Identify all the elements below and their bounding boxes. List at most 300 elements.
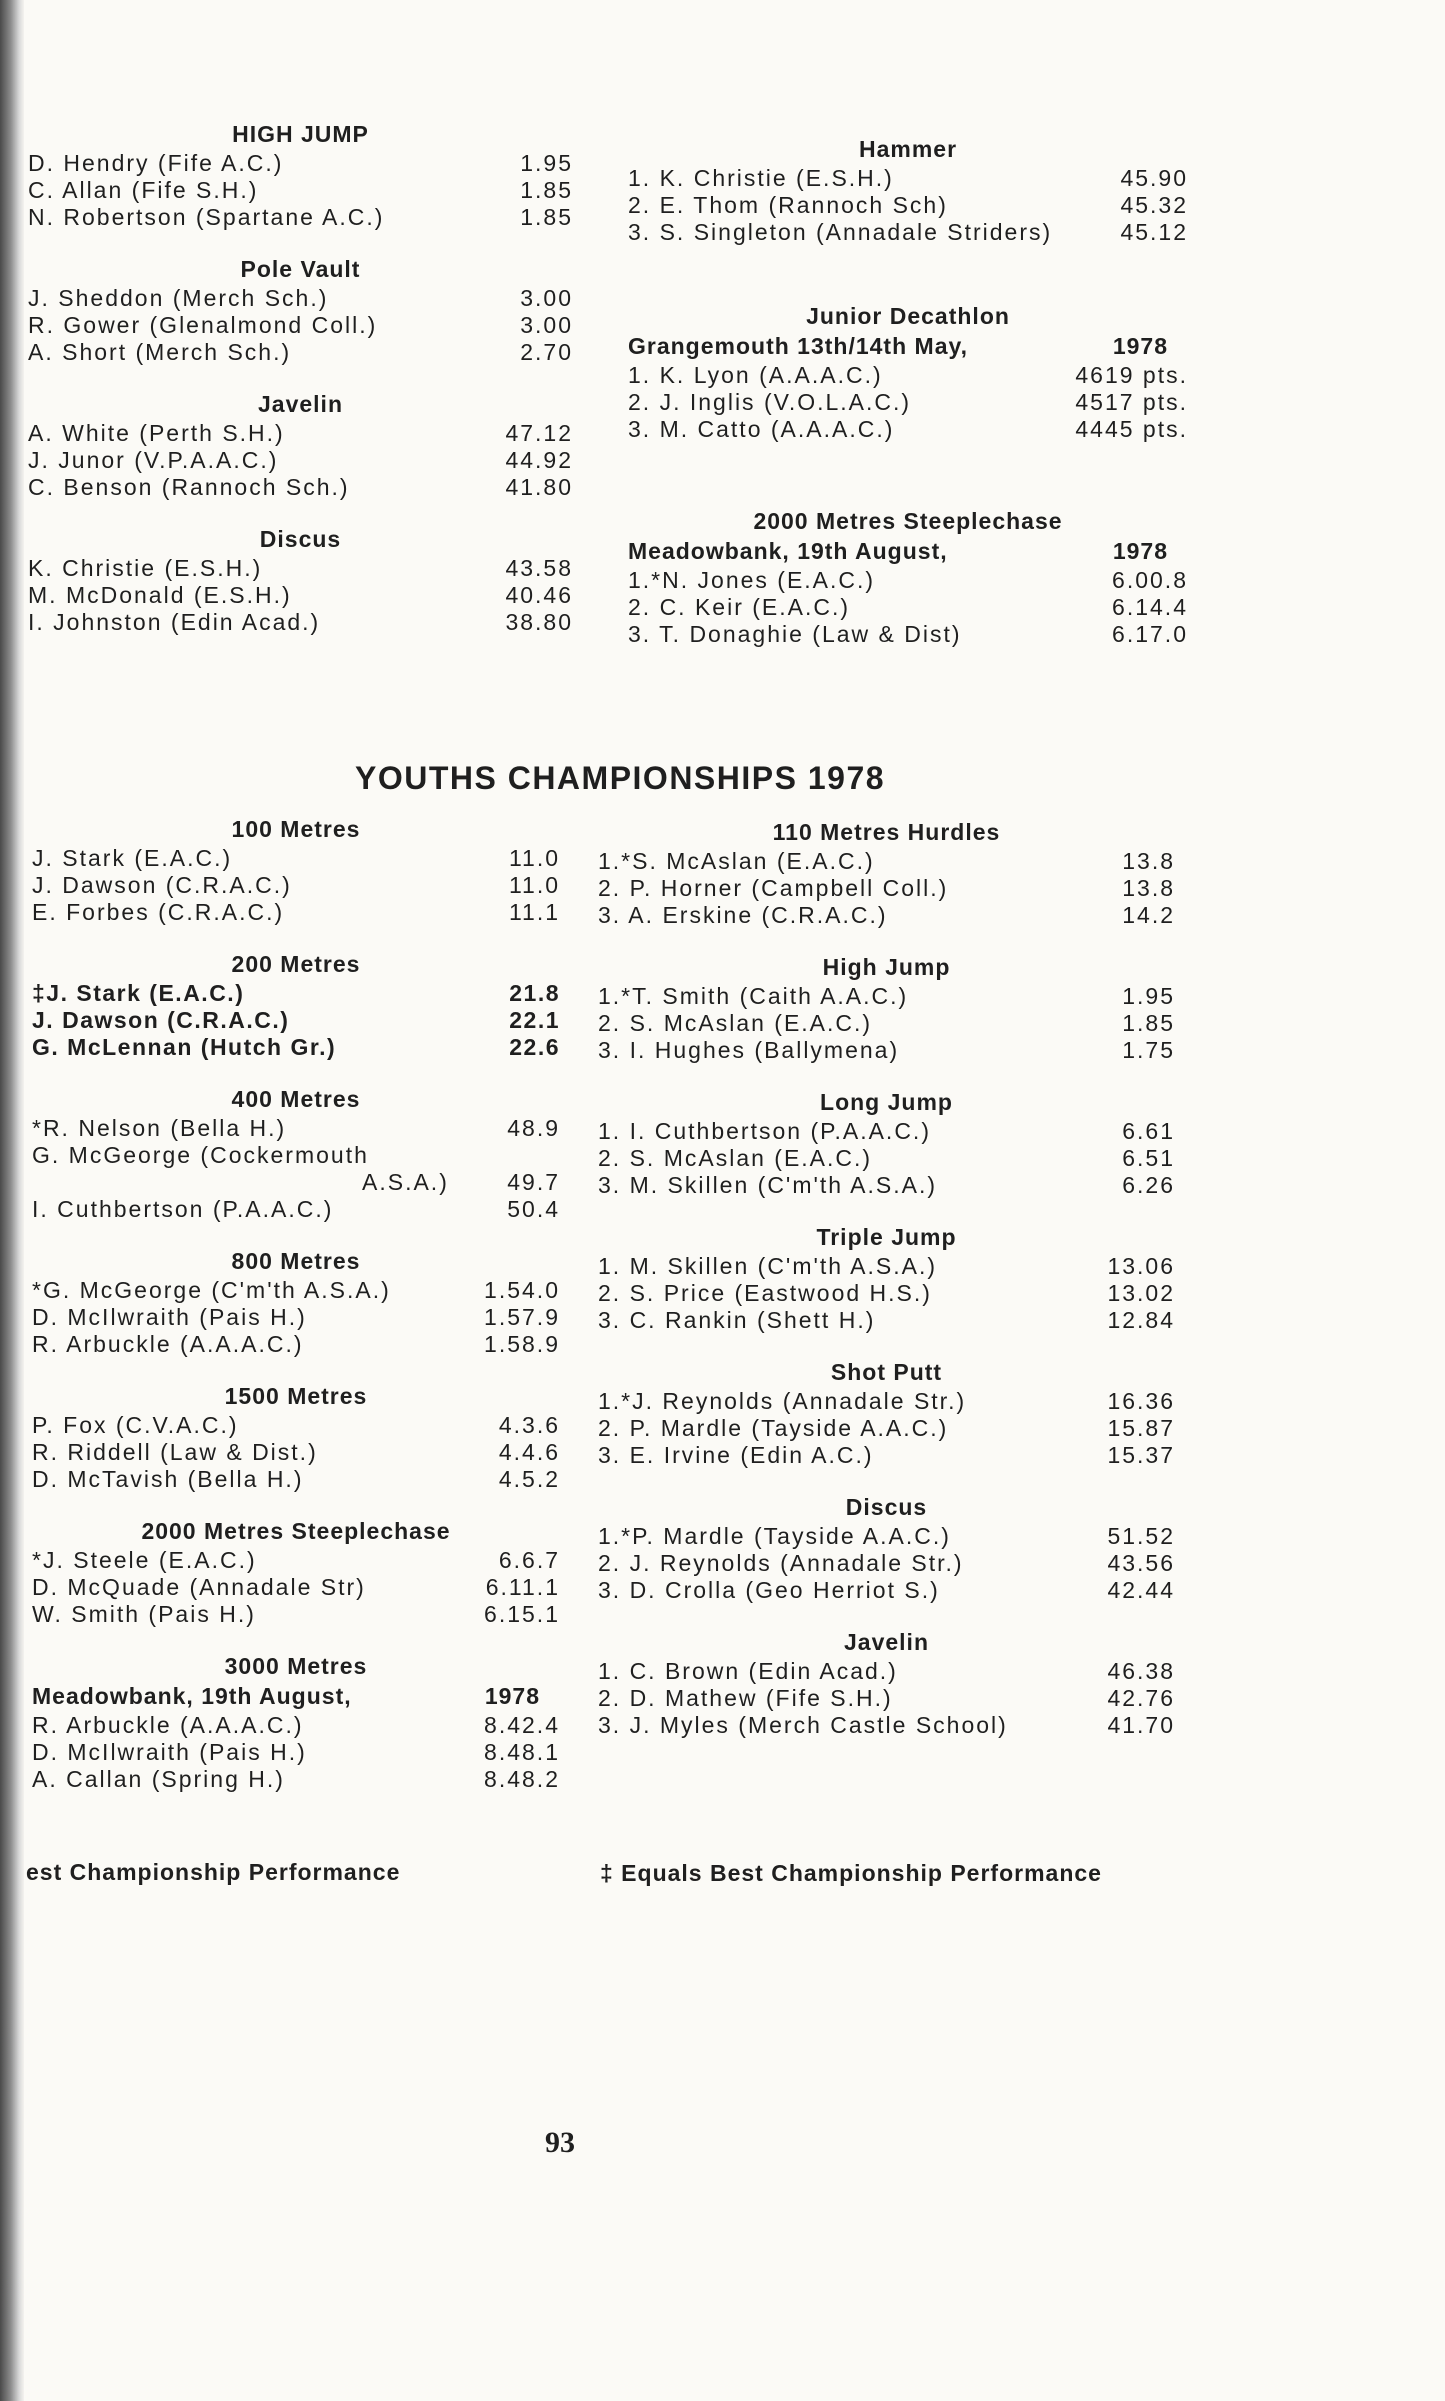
athlete-name-club: Cuthbertson (P.A.A.C.) <box>57 1196 334 1222</box>
athlete-entry <box>598 1685 893 1712</box>
athlete-name-club: Mardle (Tayside A.A.C.) <box>663 1523 951 1549</box>
result-row <box>32 1466 560 1493</box>
result-mark: 1.54.0 <box>484 1277 560 1303</box>
athlete-name-club: Smith (Caith A.A.C.) <box>662 983 909 1009</box>
athlete-entry <box>598 1550 964 1577</box>
event-venue-date <box>32 1682 560 1710</box>
venue-date-text: Meadowbank, 19th August, <box>628 538 948 564</box>
result-row <box>598 1307 1175 1334</box>
athlete-entry <box>598 983 908 1010</box>
placing: 3. C. <box>598 1307 657 1333</box>
result-row <box>32 1115 560 1142</box>
athlete-name-club: Arbuckle (A.A.A.C.) <box>66 1712 304 1738</box>
athlete-entry <box>28 420 285 447</box>
placing: R. <box>32 1331 59 1357</box>
athlete-entry <box>32 845 232 872</box>
result-mark: 13.02 <box>1107 1280 1175 1306</box>
athlete-entry <box>628 389 911 416</box>
event-venue-date <box>628 332 1188 360</box>
section-title: YOUTHS CHAMPIONSHIPS 1978 <box>354 760 886 796</box>
placing: 2. S. <box>598 1280 656 1306</box>
athlete-entry <box>32 1142 369 1169</box>
event-block <box>598 1358 1175 1469</box>
event-title: 110 Metres Hurdles <box>772 819 1001 845</box>
result-row <box>628 567 1188 594</box>
event-title: High Jump <box>822 954 951 980</box>
athlete-name-club: Smith (Pais H.) <box>71 1601 256 1627</box>
placing: ‡J. <box>32 980 69 1006</box>
athlete-name-club: Jones (E.A.C.) <box>697 567 876 593</box>
athlete-name-club: Riddell (Law & Dist.) <box>67 1439 318 1465</box>
athlete-name-club: McAslan (E.A.C.) <box>663 1145 873 1171</box>
event-block <box>32 1652 560 1793</box>
result-mark: 11.0 <box>508 845 560 871</box>
placing: A. <box>28 420 54 446</box>
result-mark: 22.1 <box>509 1007 560 1033</box>
placing: J. <box>32 1007 55 1033</box>
result-mark: 11.0 <box>508 872 560 898</box>
result-mark: 11.1 <box>508 899 560 925</box>
athlete-entry <box>32 1304 307 1331</box>
athlete-entry <box>28 312 377 339</box>
athlete-entry <box>598 1280 932 1307</box>
result-row <box>28 609 573 636</box>
placing: A. <box>28 339 54 365</box>
placing: 1.*T. <box>598 983 655 1009</box>
athlete-entry <box>628 165 894 192</box>
result-row <box>628 362 1188 389</box>
event-title: Discus <box>259 526 342 552</box>
result-row <box>32 1601 560 1628</box>
athlete-name-club: Rankin (Shett H.) <box>664 1307 876 1333</box>
athlete-entry <box>628 416 894 443</box>
result-mark: 13.8 <box>1122 875 1175 901</box>
event-block <box>598 953 1175 1064</box>
athlete-name-club: Horner (Campbell Coll.) <box>660 875 949 901</box>
result-mark: 3.00 <box>520 285 573 311</box>
event-block <box>28 525 573 636</box>
result-mark: 4517 pts. <box>1075 389 1188 415</box>
event-block <box>32 950 560 1061</box>
athlete-name-club: Junor (V.P.A.A.C.) <box>58 447 279 473</box>
placing: 3. M. <box>628 416 690 442</box>
placing: *G. <box>32 1277 72 1303</box>
athlete-entry <box>598 1307 875 1334</box>
result-mark: 1.85 <box>520 204 573 230</box>
athlete-entry <box>598 875 948 902</box>
placing: E. <box>32 899 58 925</box>
athlete-entry <box>32 1574 366 1601</box>
athlete-entry <box>28 582 292 609</box>
placing: G. <box>32 1142 61 1168</box>
athlete-entry <box>32 1466 304 1493</box>
event-title: Discus <box>845 1494 928 1520</box>
athlete-name-club: Benson (Rannoch Sch.) <box>63 474 350 500</box>
top-right-events <box>628 135 1188 672</box>
event-block <box>598 1493 1175 1604</box>
result-mark: 4.5.2 <box>498 1466 560 1492</box>
result-mark: 6.51 <box>1122 1145 1175 1171</box>
bottom-left-events <box>32 815 560 1817</box>
event-title: Hammer <box>858 136 958 162</box>
athlete-name-club: Price (Eastwood H.S.) <box>663 1280 932 1306</box>
top-left-events <box>28 120 573 660</box>
event-block <box>28 255 573 366</box>
result-row <box>28 285 573 312</box>
result-mark: 6.61 <box>1122 1118 1175 1144</box>
athlete-entry <box>598 1010 872 1037</box>
result-row <box>598 1118 1175 1145</box>
result-mark: 15.37 <box>1107 1442 1175 1468</box>
placing: I. <box>32 1196 49 1222</box>
result-mark: 15.87 <box>1107 1415 1175 1441</box>
event-title: Junior Decathlon <box>806 303 1010 329</box>
placing: 1.*S. <box>598 848 658 874</box>
result-row <box>628 621 1188 648</box>
result-row <box>28 582 573 609</box>
event-title: 800 Metres <box>231 1248 361 1274</box>
athlete-name-club: Keir (E.A.C.) <box>694 594 851 620</box>
event-block <box>628 507 1188 648</box>
athlete-name-club: Irvine (Edin A.C.) <box>663 1442 874 1468</box>
placing: 2. S. <box>598 1145 656 1171</box>
athlete-name-club: McQuade (Annadale Str) <box>67 1574 366 1600</box>
athlete-name-club: McDonald (E.S.H.) <box>65 582 292 608</box>
placing: 3. I. <box>598 1037 647 1063</box>
page-number: 93 <box>545 2126 575 2159</box>
placing: 3. J. <box>598 1712 652 1738</box>
athlete-name-club: McIlwraith (Pais H.) <box>67 1739 307 1765</box>
placing: D. <box>32 1466 59 1492</box>
athlete-name-club: Donaghie (Law & Dist) <box>689 621 962 647</box>
result-mark: 22.6 <box>509 1034 560 1060</box>
athlete-name-club: McGeorge (C'm'th A.S.A.) <box>79 1277 391 1303</box>
athlete-name-club: Robertson (Spartane A.C.) <box>63 204 385 230</box>
athlete-name-club: Allan (Fife S.H.) <box>62 177 259 203</box>
athlete-entry <box>598 1253 937 1280</box>
result-row <box>598 1145 1175 1172</box>
result-mark: 40.46 <box>505 582 573 608</box>
placing: P. <box>32 1412 55 1438</box>
event-title: Javelin <box>258 391 343 417</box>
athlete-entry <box>598 1388 966 1415</box>
event-title: Shot Putt <box>830 1359 943 1385</box>
athlete-entry <box>628 621 962 648</box>
athlete-name-club: Sheddon (Merch Sch.) <box>58 285 329 311</box>
athlete-name-club: Mathew (Fife S.H.) <box>664 1685 893 1711</box>
placing: 3. A. <box>598 902 655 928</box>
athlete-name-club: McTavish (Bella H.) <box>67 1466 304 1492</box>
result-row <box>32 1304 560 1331</box>
result-mark: 13.06 <box>1107 1253 1175 1279</box>
result-row <box>598 983 1175 1010</box>
event-title: Javelin <box>844 1629 929 1655</box>
result-mark: 1.58.9 <box>484 1331 560 1357</box>
result-row <box>598 1253 1175 1280</box>
athlete-name-club: Brown (Edin Acad.) <box>664 1658 898 1684</box>
result-row <box>32 1169 560 1196</box>
result-row <box>628 594 1188 621</box>
event-title: 400 Metres <box>231 1086 361 1112</box>
footnote-right: ‡ Equals Best Championship Performance <box>600 1860 1102 1886</box>
athlete-name-club: Nelson (Bella H.) <box>78 1115 287 1141</box>
athlete-name-club: Inglis (V.O.L.A.C.) <box>689 389 912 415</box>
placing: W. <box>32 1601 63 1627</box>
result-row <box>628 219 1188 246</box>
athlete-name-club: Dawson (C.R.A.C.) <box>62 1007 290 1033</box>
placing: C. <box>28 474 55 500</box>
athlete-entry <box>32 1277 391 1304</box>
athlete-name-club: McGeorge (Cockermouth <box>68 1142 369 1168</box>
event-block <box>598 1223 1175 1334</box>
athlete-entry <box>32 1739 307 1766</box>
athlete-entry <box>32 1007 289 1034</box>
footnote-left: est Championship Performance <box>26 1859 401 1885</box>
athlete-name-club: McIlwraith (Pais H.) <box>67 1304 307 1330</box>
result-row <box>628 192 1188 219</box>
result-mark: 8.42.4 <box>484 1712 560 1738</box>
venue-date-year: 1978 <box>484 1683 540 1709</box>
result-mark: 45.12 <box>1120 219 1188 245</box>
event-title: 2000 Metres Steeplechase <box>141 1518 451 1544</box>
athlete-entry <box>28 285 328 312</box>
event-title: 3000 Metres <box>224 1653 368 1679</box>
result-mark: 6.26 <box>1122 1172 1175 1198</box>
result-row <box>32 1739 560 1766</box>
result-mark: 1.95 <box>520 150 573 176</box>
athlete-name-club: Skillen (C'm'th A.S.A.) <box>667 1253 938 1279</box>
result-row <box>32 899 560 926</box>
result-mark: 50.4 <box>507 1196 560 1222</box>
event-block <box>32 1247 560 1358</box>
result-mark: 14.2 <box>1122 902 1175 928</box>
result-mark: 44.92 <box>505 447 573 473</box>
event-block <box>32 815 560 926</box>
venue-date-text: Grangemouth 13th/14th May, <box>628 333 968 359</box>
result-mark: 1.85 <box>1122 1010 1175 1036</box>
result-row <box>598 848 1175 875</box>
event-title: Triple Jump <box>816 1224 957 1250</box>
result-row <box>598 1010 1175 1037</box>
athlete-entry <box>32 1547 257 1574</box>
athlete-entry <box>598 1118 931 1145</box>
athlete-entry <box>28 177 258 204</box>
placing: 2. P. <box>598 1415 653 1441</box>
result-mark: 51.52 <box>1107 1523 1175 1549</box>
event-title: Long Jump <box>820 1089 953 1115</box>
placing: D. <box>28 150 55 176</box>
result-row <box>32 872 560 899</box>
athlete-entry <box>598 1415 948 1442</box>
result-row <box>32 1034 560 1061</box>
placing: 2. P. <box>598 875 653 901</box>
athlete-name-club: Mardle (Tayside A.A.C.) <box>660 1415 949 1441</box>
athlete-name-club: Thom (Rannoch Sch) <box>693 192 948 218</box>
athlete-name-club: Erskine (C.R.A.C.) <box>662 902 888 928</box>
book-binding-shadow <box>0 0 24 2401</box>
result-row <box>598 1442 1175 1469</box>
placing: N. <box>28 204 55 230</box>
athlete-entry <box>28 555 262 582</box>
athlete-name-club: Skillen (C'm'th A.S.A.) <box>667 1172 938 1198</box>
result-mark: 1.57.9 <box>484 1304 560 1330</box>
result-row <box>28 204 573 231</box>
result-row <box>598 1280 1175 1307</box>
athlete-entry <box>628 192 948 219</box>
venue-date-year: 1978 <box>1112 333 1168 359</box>
athlete-entry <box>32 1196 333 1223</box>
athlete-entry <box>28 339 291 366</box>
athlete-entry <box>598 1712 1008 1739</box>
athlete-name-club: Christie (E.S.H.) <box>693 165 894 191</box>
placing: D. <box>32 1739 59 1765</box>
athlete-entry <box>598 1577 940 1604</box>
result-row <box>598 1658 1175 1685</box>
placing: 1. M. <box>598 1253 660 1279</box>
result-row <box>32 1007 560 1034</box>
athlete-entry <box>28 150 283 177</box>
placing: 1. K. <box>628 165 686 191</box>
athlete-entry <box>628 567 875 594</box>
result-mark: 21.8 <box>509 980 560 1006</box>
athlete-entry <box>32 872 292 899</box>
venue-date-text: Meadowbank, 19th August, <box>32 1683 352 1709</box>
placing: J. <box>28 285 50 311</box>
placing: 1. K. <box>628 362 686 388</box>
placing: A. <box>32 1766 58 1792</box>
athlete-name-club: Cuthbertson (P.A.A.C.) <box>654 1118 931 1144</box>
placing: D. <box>32 1574 59 1600</box>
result-row <box>598 1550 1175 1577</box>
result-row <box>32 1712 560 1739</box>
result-row <box>598 1523 1175 1550</box>
athlete-entry <box>598 1172 937 1199</box>
athlete-name-club: Callan (Spring H.) <box>66 1766 285 1792</box>
result-row <box>598 1415 1175 1442</box>
athlete-entry <box>32 1712 304 1739</box>
placing: *R. <box>32 1115 70 1141</box>
result-row <box>28 150 573 177</box>
placing: 3. E. <box>598 1442 656 1468</box>
event-block <box>32 1085 560 1223</box>
athlete-name-club: Reynolds (Annadale Str.) <box>662 1388 967 1414</box>
result-mark: 6.17.0 <box>1112 621 1188 647</box>
athlete-name-club: McLennan (Hutch Gr.) <box>67 1034 337 1060</box>
athlete-entry <box>32 1115 286 1142</box>
event-title: 1500 Metres <box>224 1383 368 1409</box>
result-mark: 48.9 <box>507 1115 560 1141</box>
placing: M. <box>28 582 58 608</box>
event-block <box>32 1517 560 1628</box>
athlete-entry <box>628 219 1052 246</box>
result-mark: 16.36 <box>1107 1388 1175 1414</box>
result-mark: 38.80 <box>505 609 573 635</box>
placing: R. <box>32 1712 59 1738</box>
athlete-entry <box>32 899 284 926</box>
placing: D. <box>32 1304 59 1330</box>
result-mark: 6.11.1 <box>485 1574 560 1600</box>
result-mark: 42.44 <box>1107 1577 1175 1603</box>
result-mark: 4.4.6 <box>498 1439 560 1465</box>
event-block <box>598 818 1175 929</box>
athlete-name-club: Arbuckle (A.A.A.C.) <box>66 1331 304 1357</box>
result-row <box>598 875 1175 902</box>
athlete-entry <box>28 204 384 231</box>
event-block <box>628 302 1188 443</box>
result-mark: 45.32 <box>1120 192 1188 218</box>
placing: 1. C. <box>598 1658 657 1684</box>
athlete-entry <box>32 1439 318 1466</box>
placing: 1. I. <box>598 1118 647 1144</box>
result-mark: 4.3.6 <box>498 1412 560 1438</box>
result-mark: 43.58 <box>505 555 573 581</box>
result-row <box>28 474 573 501</box>
athlete-entry <box>598 1523 951 1550</box>
result-row <box>32 1331 560 1358</box>
placing: 3. S. <box>628 219 686 245</box>
result-row <box>28 177 573 204</box>
result-mark: 2.70 <box>520 339 573 365</box>
athlete-entry <box>32 980 244 1007</box>
placing: J. <box>32 845 54 871</box>
placing: 2. J. <box>628 389 682 415</box>
result-row <box>598 1712 1175 1739</box>
event-block <box>32 1382 560 1493</box>
event-title: HIGH JUMP <box>232 121 369 147</box>
placing: 2. D. <box>598 1685 657 1711</box>
result-row <box>32 1439 560 1466</box>
result-mark: 6.00.8 <box>1112 567 1188 593</box>
result-row <box>32 1412 560 1439</box>
placing: J. <box>28 447 50 473</box>
athlete-name-club: Johnston (Edin Acad.) <box>53 609 321 635</box>
result-mark: 6.15.1 <box>484 1601 560 1627</box>
result-row <box>32 1277 560 1304</box>
result-mark: 49.7 <box>507 1169 560 1195</box>
result-mark: 4619 pts. <box>1075 362 1188 388</box>
result-mark: 3.00 <box>520 312 573 338</box>
athlete-entry <box>32 1766 285 1793</box>
result-row <box>32 1547 560 1574</box>
athlete-entry <box>598 848 875 875</box>
result-row <box>32 1574 560 1601</box>
result-row <box>598 1037 1175 1064</box>
athlete-name-club: Catto (A.A.A.C.) <box>697 416 895 442</box>
placing: I. <box>28 609 45 635</box>
placing: 2. E. <box>628 192 686 218</box>
result-row <box>628 165 1188 192</box>
result-row <box>32 1142 560 1169</box>
event-block <box>598 1088 1175 1199</box>
result-row <box>598 1685 1175 1712</box>
result-row <box>28 339 573 366</box>
result-row <box>32 845 560 872</box>
result-mark: 8.48.2 <box>484 1766 560 1792</box>
athlete-name-club: McAslan (E.A.C.) <box>666 848 875 874</box>
athlete-name-club: Gower (Glenalmond Coll.) <box>63 312 378 338</box>
result-mark: 45.90 <box>1120 165 1188 191</box>
result-mark: 13.8 <box>1122 848 1175 874</box>
result-mark: 6.6.7 <box>498 1547 560 1573</box>
placing: 1.*N. <box>628 567 690 593</box>
athlete-name-club: Hughes (Ballymena) <box>654 1037 900 1063</box>
placing: C. <box>28 177 55 203</box>
event-block <box>28 120 573 231</box>
athlete-name-club: Forbes (C.R.A.C.) <box>66 899 285 925</box>
athlete-name-club: Christie (E.S.H.) <box>62 555 263 581</box>
event-block <box>598 1628 1175 1739</box>
result-mark: 41.80 <box>505 474 573 500</box>
